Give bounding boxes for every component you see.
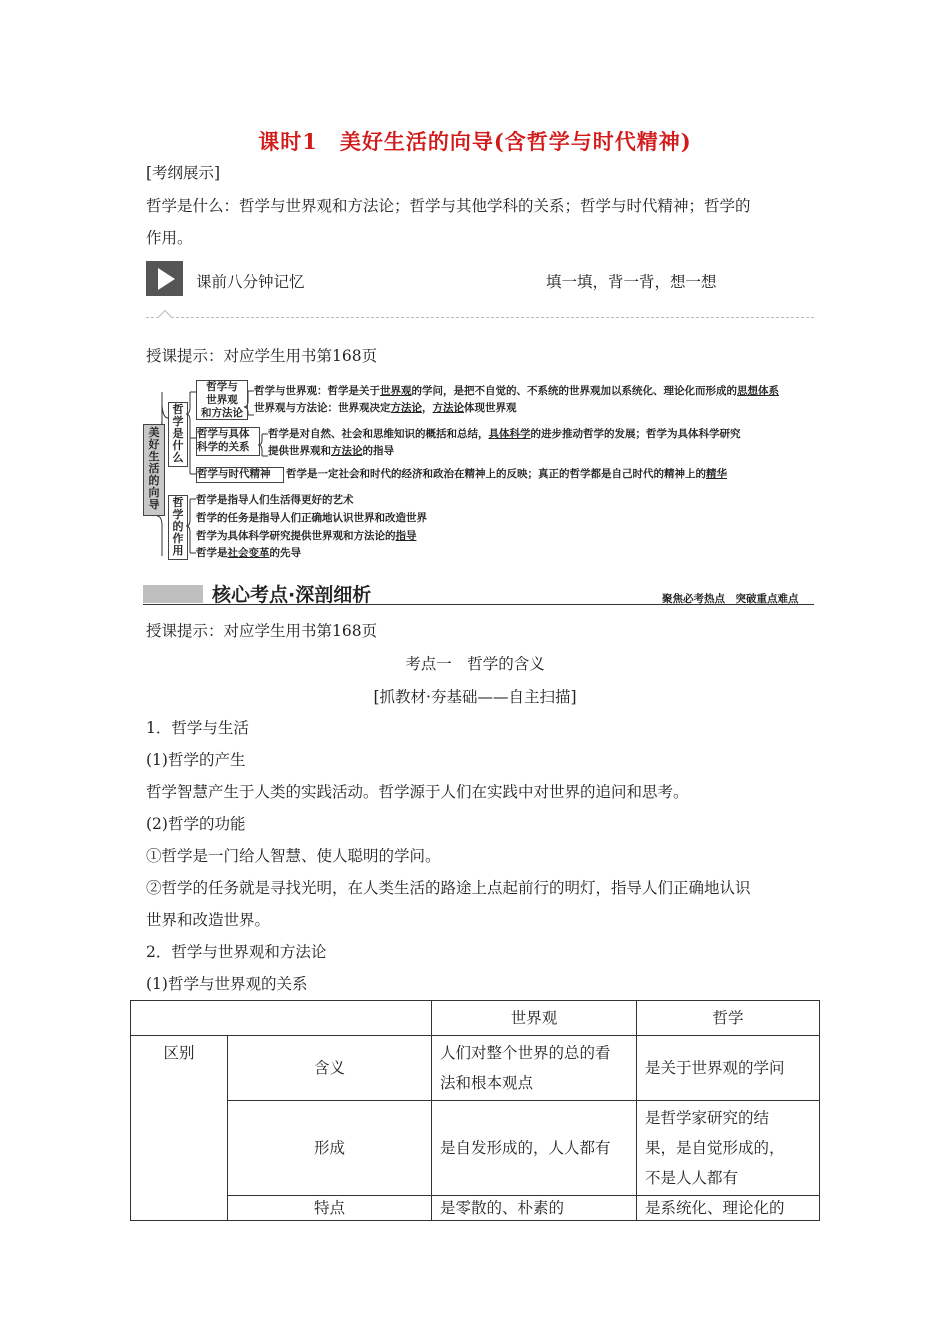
mindmap-root bbox=[143, 424, 165, 516]
point-subtitle: [抓教材·夯基础——自主扫描] bbox=[373, 688, 577, 706]
mm-line-era bbox=[286, 468, 727, 481]
table-header-philosophy: 哲学 bbox=[637, 1001, 820, 1036]
mm-text: 世界观与方法论：世界观决定 bbox=[254, 402, 391, 414]
table-cell bbox=[637, 1036, 820, 1101]
mm-text: 哲学与世界观：哲学是关于 bbox=[254, 385, 380, 397]
table-row-label: 形成 bbox=[228, 1101, 432, 1196]
section-rule bbox=[143, 604, 814, 605]
section-title: 核心考点·深剖细析 bbox=[212, 584, 372, 606]
mindmap-branch-1 bbox=[168, 402, 188, 467]
box-science-line2: 科学的关系 bbox=[197, 441, 250, 453]
mm-text: 哲学为具体科学研究提供世界观和方法论的 bbox=[196, 530, 396, 542]
table-row bbox=[131, 1036, 820, 1101]
mindmap-box-science bbox=[196, 427, 260, 456]
mm-line-science-2 bbox=[268, 445, 394, 458]
table-row-label: 含义 bbox=[228, 1036, 432, 1101]
comparison-table bbox=[130, 1000, 820, 1221]
section-bar bbox=[143, 585, 203, 603]
mm-text: 提供世界观和 bbox=[268, 445, 331, 457]
box-worldview-line3: 和方法论 bbox=[201, 407, 243, 419]
page-title: 课时1 美好生活的向导(含哲学与时代精神) bbox=[258, 129, 692, 154]
cell-line: 是系统化、理论化的 bbox=[645, 1199, 785, 1217]
cell-line: 是自发形成的，人人都有 bbox=[440, 1139, 611, 1157]
body-line: 世界和改造世界。 bbox=[146, 911, 271, 929]
outline-label: [考纲展示] bbox=[146, 164, 221, 182]
body-line: 1．哲学与生活 bbox=[146, 719, 249, 737]
mm-underline: 思想体系 bbox=[737, 385, 779, 397]
box-science-line1: 哲学与具体 bbox=[197, 428, 250, 440]
mm-text: 的先导 bbox=[269, 547, 301, 559]
outline-text-line2: 作用。 bbox=[146, 229, 193, 247]
mm-role-4 bbox=[196, 547, 301, 560]
mm-line-worldview-2 bbox=[254, 402, 517, 415]
point-title: 考点一 哲学的含义 bbox=[405, 655, 545, 673]
mm-text: ， bbox=[422, 402, 433, 414]
table-header-row bbox=[131, 1001, 820, 1036]
mm-underline: 精华 bbox=[706, 468, 727, 480]
mm-text: 哲学是 bbox=[196, 547, 228, 559]
cell-line: 不是人人都有 bbox=[645, 1169, 739, 1187]
cell-line: 法和根本观点 bbox=[440, 1074, 534, 1092]
mm-underline: 具体科学 bbox=[488, 428, 531, 440]
mindmap-root-label: 美好生活的向导 bbox=[148, 426, 160, 511]
table-cell bbox=[432, 1036, 637, 1101]
table-row-label: 特点 bbox=[228, 1196, 432, 1221]
teaching-hint-2: 授课提示：对应学生用书第168页 bbox=[146, 622, 378, 640]
mindmap-branch-1-label: 哲学是什么 bbox=[172, 403, 184, 464]
mm-text: 哲学是对自然、社会和思维知识的概括和总结， bbox=[268, 428, 489, 440]
cell-line: 是关于世界观的学问 bbox=[645, 1059, 785, 1077]
table-corner-cell bbox=[131, 1001, 432, 1036]
mm-role-3 bbox=[196, 530, 417, 543]
mm-text: 哲学是一定社会和时代的经济和政治在精神上的反映；真正的哲学都是自己时代的精神上的 bbox=[286, 468, 706, 480]
table-group-cell: 区别 bbox=[131, 1036, 228, 1221]
body-line: (1)哲学与世界观的关系 bbox=[146, 975, 308, 993]
mm-text: 体现世界观 bbox=[464, 402, 517, 414]
table-header-worldview: 世界观 bbox=[432, 1001, 637, 1036]
section-subtitle: 聚焦必考热点 突破重点难点 bbox=[662, 593, 799, 605]
table-cell bbox=[432, 1101, 637, 1196]
teaching-hint-1: 授课提示：对应学生用书第168页 bbox=[146, 347, 378, 365]
mm-underline: 方法论 bbox=[331, 445, 363, 457]
mm-underline: 指导 bbox=[395, 530, 417, 542]
table-cell bbox=[432, 1196, 637, 1221]
mm-line-science-1 bbox=[268, 428, 741, 441]
body-line: (1)哲学的产生 bbox=[146, 751, 246, 769]
banner-right-text: 填一填，背一背，想一想 bbox=[546, 273, 717, 291]
mm-underline: 方法论 bbox=[390, 402, 422, 414]
mindmap-box-worldview bbox=[196, 380, 248, 420]
body-line: ②哲学的任务就是寻找光明，在人类生活的路途上点起前行的明灯，指导人们正确地认识 bbox=[146, 879, 751, 897]
mm-text: 的指导 bbox=[362, 445, 394, 457]
mm-role-2: 哲学的任务是指导人们正确地认识世界和改造世界 bbox=[196, 512, 427, 524]
cell-line: 果，是自觉形成的， bbox=[645, 1139, 785, 1157]
body-line: 哲学智慧产生于人类的实践活动。哲学源于人们在实践中对世界的追问和思考。 bbox=[146, 783, 689, 801]
mm-text: 的学问，是把不自觉的、不系统的世界观加以系统化、理论化而形成的 bbox=[411, 385, 737, 397]
mm-text: 的进步推动哲学的发展；哲学为具体科学研究 bbox=[530, 428, 741, 440]
body-line: 2．哲学与世界观和方法论 bbox=[146, 943, 327, 961]
cell-line: 是零散的、朴素的 bbox=[440, 1199, 565, 1217]
cell-line: 是哲学家研究的结 bbox=[645, 1109, 770, 1127]
mm-role-1: 哲学是指导人们生活得更好的艺术 bbox=[196, 494, 354, 506]
mm-underline: 社会变革 bbox=[227, 547, 270, 559]
mm-underline: 世界观 bbox=[380, 385, 412, 397]
cell-line: 人们对整个世界的总的看 bbox=[440, 1044, 611, 1062]
table-cell bbox=[637, 1196, 820, 1221]
box-worldview-line1: 哲学与 bbox=[206, 381, 238, 393]
mm-underline: 方法论 bbox=[432, 402, 464, 414]
mindmap-branch-2-label: 哲学的作用 bbox=[172, 496, 184, 557]
body-line: (2)哲学的功能 bbox=[146, 815, 246, 833]
banner-left-text: 课前八分钟记忆 bbox=[196, 273, 305, 291]
mindmap-box-era bbox=[196, 467, 284, 483]
mm-line-worldview-1 bbox=[254, 385, 779, 398]
box-worldview-line2: 世界观 bbox=[206, 394, 238, 406]
mindmap-branch-2 bbox=[168, 495, 188, 560]
body-line: ①哲学是一门给人智慧、使人聪明的学问。 bbox=[146, 847, 441, 865]
table-row bbox=[131, 1196, 820, 1221]
box-era-label: 哲学与时代精神 bbox=[197, 468, 271, 480]
outline-text-line1: 哲学是什么：哲学与世界观和方法论；哲学与其他学科的关系；哲学与时代精神；哲学的 bbox=[146, 197, 751, 215]
table-cell bbox=[637, 1101, 820, 1196]
table-row bbox=[131, 1101, 820, 1196]
